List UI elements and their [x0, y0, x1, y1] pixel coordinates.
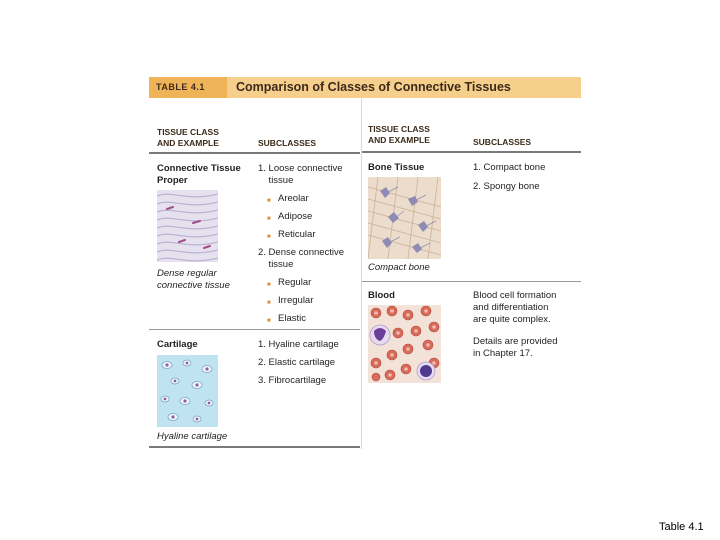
row-rule-cartilage — [149, 329, 360, 330]
subclass-hyaline-cartilage: 1. Hyaline cartilage — [258, 339, 339, 350]
subclass-dense-connective: 2. Dense connective tissue — [258, 247, 345, 270]
bullet-regular: ■ Regular — [278, 277, 311, 289]
header-subclasses-right: SUBCLASSES — [473, 137, 532, 147]
hyaline-cartilage-image — [157, 355, 218, 427]
row-rule-blood — [362, 281, 581, 282]
table-label: TABLE 4.1 — [156, 82, 205, 92]
caption-hyaline-cartilage: Hyaline cartilage — [157, 431, 228, 442]
subclass-elastic-cartilage: 2. Elastic cartilage — [258, 357, 336, 368]
table-title: Comparison of Classes of Connective Tissues — [236, 80, 511, 94]
table-label-box — [149, 77, 227, 98]
header-rule-left — [149, 152, 360, 154]
table-header-band — [149, 77, 581, 98]
blood-note-details: Details are provided in Chapter 17. — [473, 336, 558, 359]
class-bone-tissue: Bone Tissue — [368, 162, 425, 173]
caption-compact-bone: Compact bone — [368, 262, 430, 273]
dense-regular-tissue-image — [157, 190, 218, 262]
bottom-rule-left — [149, 446, 360, 448]
bullet-areolar: ■ Areolar — [278, 193, 309, 205]
connective-tissue-table — [149, 77, 581, 449]
subclass-fibrocartilage: 3. Fibrocartilage — [258, 375, 327, 386]
class-connective-tissue-proper: Connective Tissue Proper — [157, 163, 241, 186]
header-tissue-class-left: TISSUE CLASS AND EXAMPLE — [157, 127, 219, 148]
header-rule-right — [362, 151, 581, 153]
blood-note-formation: Blood cell formation and differentiation are quite complex. — [473, 290, 557, 325]
blood-smear-image — [368, 305, 441, 383]
bullet-reticular: ■ Reticular — [278, 229, 316, 241]
bullet-irregular: ■ Irregular — [278, 295, 313, 307]
header-tissue-class-right: TISSUE CLASS AND EXAMPLE — [368, 124, 430, 145]
caption-dense-regular: Dense regular connective tissue — [157, 268, 230, 291]
class-blood: Blood — [368, 290, 395, 301]
slide-footer-label: Table 4.1 — [659, 521, 704, 533]
class-cartilage: Cartilage — [157, 339, 198, 350]
bullet-elastic: ■ Elastic — [278, 313, 306, 325]
header-subclasses-left: SUBCLASSES — [258, 138, 317, 148]
bullet-adipose: ■ Adipose — [278, 211, 312, 223]
subclass-spongy-bone: 2. Spongy bone — [473, 181, 540, 192]
subclass-compact-bone: 1. Compact bone — [473, 162, 546, 173]
compact-bone-image — [368, 177, 441, 259]
subclass-loose-connective: 1. Loose connective tissue — [258, 163, 343, 186]
